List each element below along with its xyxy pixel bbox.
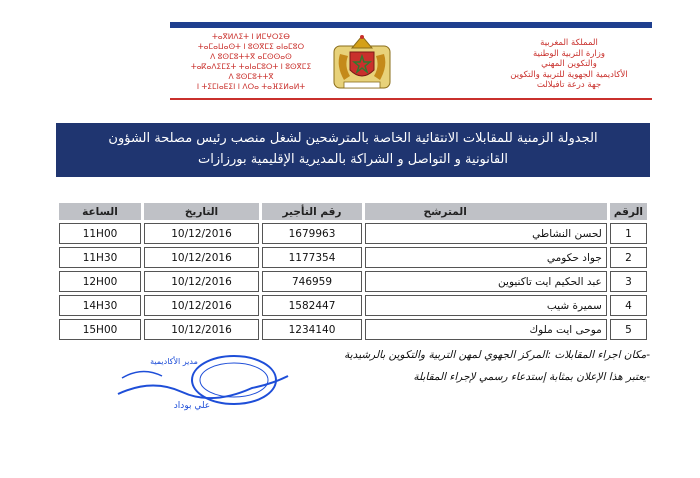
note-official-invitation: -يعتبر هذا الإعلان بمثابة إستدعاء رسمي لإجراء المقابلة bbox=[413, 371, 650, 383]
cell-registration: 746959 bbox=[262, 271, 362, 292]
cell-registration: 1177354 bbox=[262, 247, 362, 268]
stamp-text: مدير الأكاديمية bbox=[150, 357, 198, 366]
title-line-1: الجدولة الزمنية للمقابلات الانتقائية الخاصة بالمترشحين لشغل منصب رئيس مصلحة الشؤون bbox=[108, 131, 598, 146]
header-tifinagh-block bbox=[176, 32, 326, 92]
cell-time: 11H30 bbox=[59, 247, 141, 268]
header-registration: رقم التأجير bbox=[262, 203, 362, 220]
cell-candidate: عبد الحكيم ايت تاكنيوين bbox=[365, 271, 607, 292]
cell-candidate: جواد حكومي bbox=[365, 247, 607, 268]
cell-candidate: لحسن النشاطي bbox=[365, 223, 607, 244]
signature-text: علي بوداد bbox=[173, 401, 211, 411]
table-row bbox=[59, 223, 647, 244]
cell-registration: 1679963 bbox=[262, 223, 362, 244]
header-date: التاريخ bbox=[144, 203, 259, 220]
header-tifinagh-line: ⵜⴰⵎⴰⵡⴰⵙⵜ ⵏ ⵓⵙⴳⵎⵉ ⴰⵏⴰⵎⵓⵔ bbox=[197, 42, 305, 51]
header-arabic-line: المملكة المغربية bbox=[540, 38, 598, 48]
header-arabic-line: والتكوين المهني bbox=[541, 59, 597, 69]
document-title bbox=[56, 123, 650, 177]
table-row bbox=[59, 319, 647, 340]
cell-time: 15H00 bbox=[59, 319, 141, 340]
header-candidate: المترشح bbox=[365, 203, 607, 220]
cell-num: 2 bbox=[610, 247, 647, 268]
cell-num: 5 bbox=[610, 319, 647, 340]
document-header bbox=[170, 22, 652, 100]
royal-emblem-icon bbox=[330, 32, 394, 92]
cell-candidate: سميرة شيب bbox=[365, 295, 607, 316]
cell-num: 3 bbox=[610, 271, 647, 292]
cell-num: 1 bbox=[610, 223, 647, 244]
cell-time: 11H00 bbox=[59, 223, 141, 244]
cell-candidate: موحى ايت ملوك bbox=[365, 319, 607, 340]
interview-schedule-table bbox=[56, 200, 650, 343]
table-row bbox=[59, 295, 647, 316]
header-arabic-line: الأكاديمية الجهوية للتربية والتكوين bbox=[510, 69, 628, 80]
cell-date: 10/12/2016 bbox=[144, 319, 259, 340]
header-tifinagh-line: ⵜⴰⴽⴰⴷⵉⵎⵉⵜ ⵜⴰⵏⴰⵎⵓⵔⵜ ⵏ ⵓⵙⴳⵎⵉ bbox=[190, 62, 312, 71]
header-arabic-block bbox=[494, 38, 644, 91]
cell-date: 10/12/2016 bbox=[144, 223, 259, 244]
cell-date: 10/12/2016 bbox=[144, 295, 259, 316]
header-tifinagh-line: ⴷ ⵓⵙⵎⵓⵜⵜⴳ bbox=[228, 72, 274, 81]
cell-date: 10/12/2016 bbox=[144, 247, 259, 268]
table-row bbox=[59, 271, 647, 292]
header-num: الرقم bbox=[610, 203, 647, 220]
cell-time: 14H30 bbox=[59, 295, 141, 316]
header-arabic-line: وزارة التربية الوطنية bbox=[532, 48, 606, 59]
header-tifinagh-line: ⴷ ⵓⵙⵎⵓⵜⵜⴳ ⴰⵎⵙⵙⴰⵙ bbox=[210, 52, 292, 61]
title-line-2: القانونية و التواصل و الشراكة بالمديرية الإقليمية بورزازات bbox=[197, 152, 509, 167]
header-arabic-line: جهة درعة تافيلالت bbox=[536, 80, 602, 90]
notes-block bbox=[344, 344, 650, 388]
header-tifinagh-line: ⵏ ⵜⵉⵎⵏⴰⴹⵉⵏ ⵏ ⴷⵔⴰ ⵜⴰⴼⵉⵍⴰⵍⵜ bbox=[196, 82, 306, 91]
cell-date: 10/12/2016 bbox=[144, 271, 259, 292]
cell-registration: 1234140 bbox=[262, 319, 362, 340]
note-location: -مكان اجراء المقابلات :المركز الجهوي لمهن التربية والتكوين بالرشيدية bbox=[344, 349, 650, 361]
header-tifinagh-line: ⵜⴰⴳⵍⴷⵉⵜ ⵏ ⵍⵎⵖⵔⵉⴱ bbox=[212, 32, 290, 41]
table-row bbox=[59, 247, 647, 268]
cell-num: 4 bbox=[610, 295, 647, 316]
official-stamp-icon bbox=[112, 348, 292, 418]
table-header-row bbox=[59, 203, 647, 220]
cell-time: 12H00 bbox=[59, 271, 141, 292]
cell-registration: 1582447 bbox=[262, 295, 362, 316]
header-time: الساعة bbox=[59, 203, 141, 220]
